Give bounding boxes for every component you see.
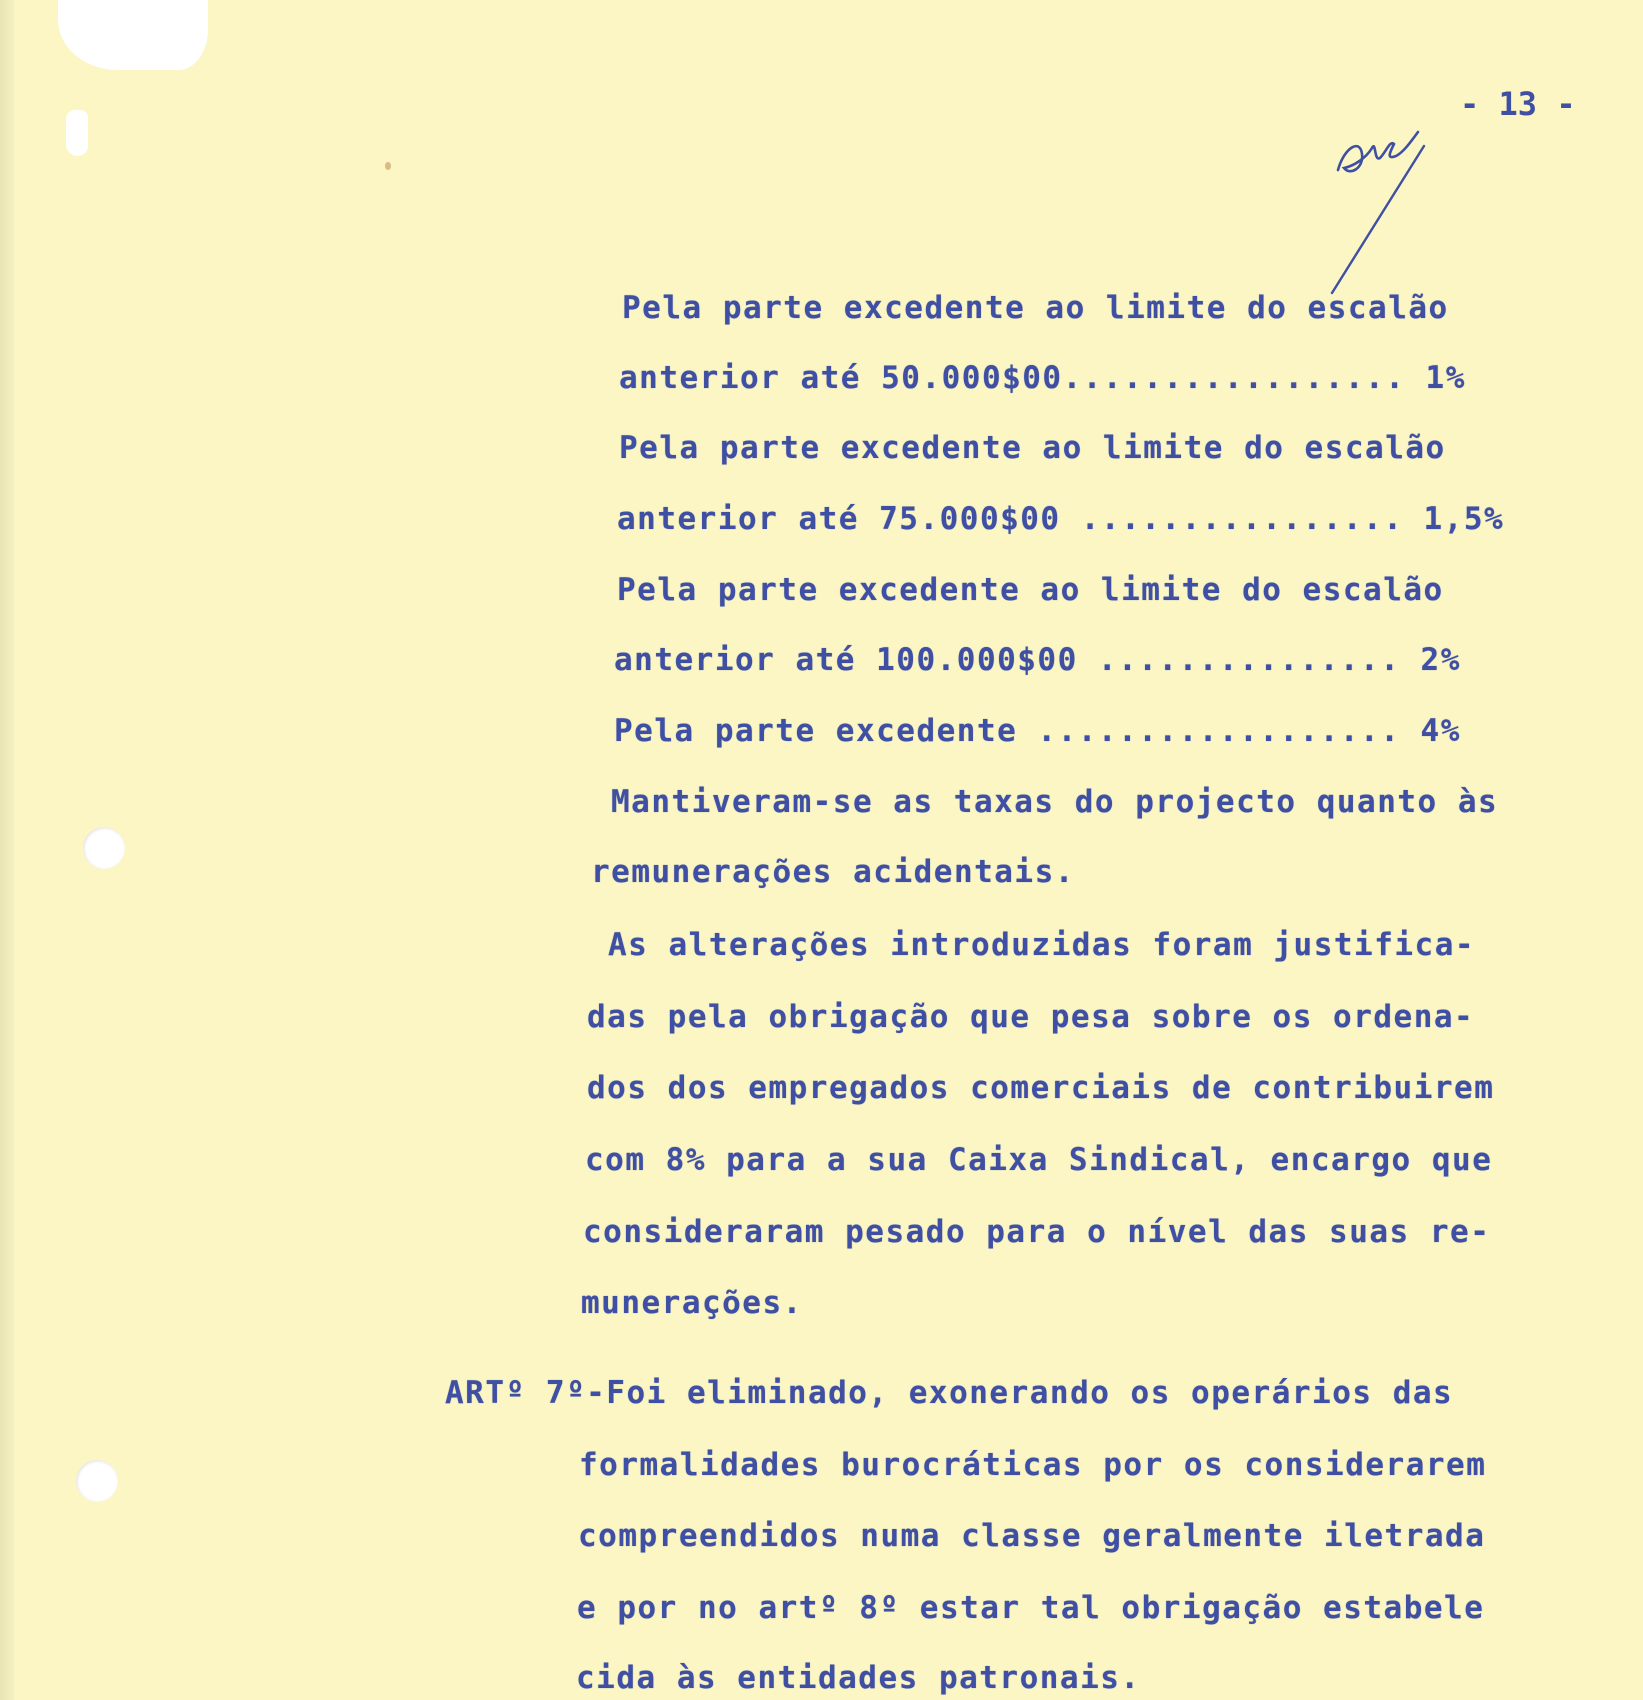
text-line: e por no artº 8º estar tal obrigação estabele (577, 1590, 1485, 1626)
text-line: remunerações acidentais. (591, 854, 1075, 890)
text-line: com 8% para a sua Caixa Sindical, encargo que (585, 1142, 1493, 1178)
page-number: - 13 - (1460, 85, 1576, 123)
text-line: As alterações introduzidas foram justifica- (608, 927, 1476, 963)
torn-edge (66, 110, 88, 156)
text-line: ARTº 7º-Foi eliminado, exonerando os operários das (445, 1375, 1454, 1411)
text-line: Pela parte excedente .................. 4% (614, 713, 1461, 749)
paper-stain (385, 162, 391, 170)
torn-corner (58, 0, 208, 70)
page-edge (0, 0, 14, 1700)
text-line: munerações. (581, 1285, 803, 1321)
text-line: anterior até 75.000$00 ................ 1,5% (617, 501, 1505, 537)
text-line: compreendidos numa classe geralmente iletrada (578, 1518, 1486, 1554)
text-line: Pela parte excedente ao limite do escalão (622, 290, 1449, 326)
text-line: cida às entidades patronais. (576, 1660, 1141, 1696)
punch-hole (83, 827, 125, 869)
text-line: Pela parte excedente ao limite do escalão (619, 430, 1446, 466)
text-line: Mantiveram-se as taxas do projecto quanto às (611, 784, 1499, 820)
text-line: anterior até 100.000$00 ............... 2% (614, 642, 1461, 678)
handwritten-initials-icon (1320, 118, 1520, 308)
text-line: formalidades burocráticas por os considerarem (579, 1447, 1487, 1483)
text-line: anterior até 50.000$00................. 1% (619, 360, 1466, 396)
text-line: dos dos empregados comerciais de contribuirem (587, 1070, 1495, 1106)
text-line: consideraram pesado para o nível das suas re- (583, 1214, 1491, 1250)
text-line: das pela obrigação que pesa sobre os ordena- (587, 999, 1475, 1035)
punch-hole (76, 1460, 118, 1502)
text-line: Pela parte excedente ao limite do escalão (617, 572, 1444, 608)
